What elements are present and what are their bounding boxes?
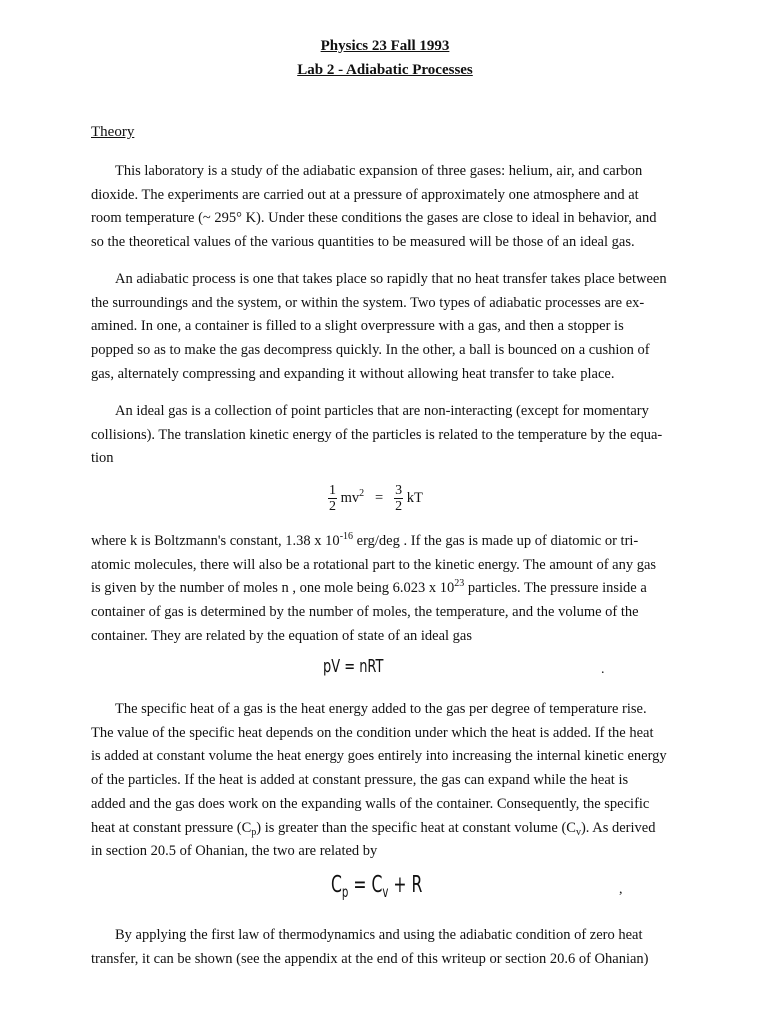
fraction-three-halves: $\frac{3}{2}$ [395, 483, 403, 514]
paragraph-ideal-gas [91, 400, 681, 471]
equation-ideal-gas-law: pV = nRT [323, 656, 384, 677]
lab-title: Lab 2 - Adiabatic Processes [297, 62, 473, 78]
text-line: tion [91, 450, 114, 467]
text-line: container of gas is determined by the number of moles, the temperature, and the volume of the [91, 604, 639, 621]
text-line: An adiabatic process is one that takes place so rapidly that no heat transfer takes place between [115, 271, 667, 287]
equation-end-comma: , [619, 882, 623, 897]
text-line: of the particles. If the heat is added at constant pressure, the gas can expand while the heat is [91, 772, 629, 789]
text-line: transfer, it can be shown (see the appendix at the end of this writeup or section 20.6 of Ohanian) [91, 950, 649, 967]
equation-kinetic-energy: $\frac{1}{2}$ $mv^2$ = $\frac{3}{2}$ kT [329, 483, 423, 514]
section-heading-theory: Theory [91, 124, 135, 140]
text-line: gas, alternately compressing and expanding it without allowing heat transfer to take place. [91, 365, 615, 382]
equation-end-period: . [601, 662, 605, 677]
text-line: dioxide. The experiments are carried out at a pressure of approximately one atmosphere and at [91, 186, 639, 203]
text-line: added and the gas does work on the expanding walls of the container. Consequently, the specific [91, 795, 650, 812]
course-title: Physics 23 Fall 1993 [320, 38, 450, 54]
text-line: An ideal gas is a collection of point particles that are non-interacting (except for momentary [115, 403, 649, 419]
text-line: in section 20.5 of Ohanian, the two are related by [91, 843, 378, 860]
text-line: The specific heat of a gas is the heat energy added to the gas per degree of temperature rise. [115, 701, 647, 717]
text-line: This laboratory is a study of the adiabatic expansion of three gases: helium, air, and carbon [115, 163, 643, 179]
text-line: container. They are related by the equation of state of an ideal gas [91, 627, 473, 644]
paragraph-adiabatic-definition [91, 268, 681, 387]
text-line: where k is Boltzmann's constant, 1.38 x $10^{-16}$ erg/deg . If the gas is made up of diatomic or tri- [91, 531, 639, 549]
text-line: The value of the specific heat depends on the condition under which the heat is added. If the heat [91, 724, 654, 741]
text-line: By applying the first law of thermodynamics and using the adiabatic condition of zero heat [115, 927, 643, 943]
text-line: amined. In one, a container is filled to a slight overpressure with a gas, and then a stopper is [91, 318, 624, 335]
paragraph-first-law [91, 924, 681, 971]
fraction-one-half: $\frac{1}{2}$ [329, 483, 336, 514]
paragraph-intro [91, 160, 681, 255]
equation-specific-heat-relation: $C_p = C_v + R$ [331, 872, 423, 901]
text-line: atomic molecules, there will also be a rotational part to the kinetic energy. The amount of any gas [91, 556, 657, 573]
paragraph-boltzmann [91, 530, 681, 649]
text-line: heat at constant pressure $(C_p)$ is greater than the specific heat at constant volume $(C_v)$. As derived [91, 819, 656, 838]
text-line: is added at constant volume the heat energy goes entirely into increasing the internal kinetic energy [91, 748, 667, 765]
text-line: room temperature (~ 295° K). Under these conditions the gases are close to ideal in behavior, and [91, 210, 657, 227]
text-line: is given by the number of moles n , one mole being 6.023 x $10^{23}$ particles. The pressure inside a [91, 578, 647, 597]
paragraph-specific-heat [91, 698, 681, 864]
text-line: so the theoretical values of the various quantities to be measured will be those of an ideal gas. [91, 234, 635, 251]
text-line: popped so as to make the gas decompress quickly. In the other, a ball is bounced on a cushion of [91, 342, 650, 359]
text-line: the surroundings and the system, or within the system. Two types of adiabatic processes are ex- [91, 294, 645, 311]
text-line: collisions). The translation kinetic energy of the particles is related to the temperature by the equa- [91, 426, 663, 443]
